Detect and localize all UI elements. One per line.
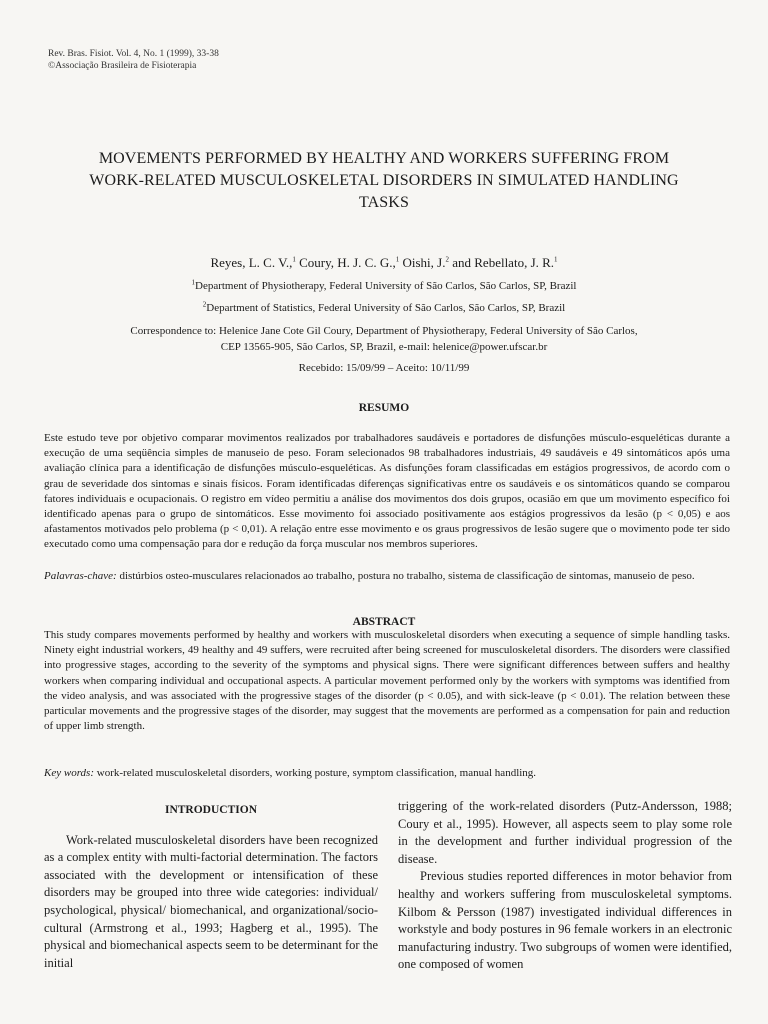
intro-left-column — [44, 798, 378, 972]
author-4-affil: 1 — [554, 255, 558, 264]
intro-paragraph-1: Work-related musculoskeletal disorders have been recognized as a complex entity with multi-factorial determination. The factors associated with the development or intensification of these disorders may be grouped into three wide categories: individual/ psychological, physical/ biomechanical, and organizational/socio-cultural (Armstrong et al., 1993; Hagberg et al., 1995). The physical and biomechanical aspects seem to be determinant for the initial — [44, 832, 378, 970]
abstract-heading: ABSTRACT — [352, 616, 416, 628]
affiliation-1-marker: 1 — [191, 278, 195, 287]
resumo-keywords-label: Palavras-chave: — [44, 570, 117, 582]
resumo-heading: RESUMO — [358, 402, 410, 414]
author-conjunction: and — [452, 255, 471, 270]
intro-paragraph-2: Previous studies reported differences in motor behavior from healthy and workers suffering from musculoskeletal symptoms. Kilbom & Persson (1987) investigated individual differences in workstyle and body postures in 96 female workers in an electronic manufacturing industry. Two subgroups of women were identified, one composed of women — [398, 869, 732, 972]
paper-title: MOVEMENTS PERFORMED BY HEALTHY AND WORKERS SUFFERING FROM WORK-RELATED MUSCULOSKELETAL DISORDERS IN SIMULATED HANDLING TASKS — [89, 150, 679, 211]
author-3-affil: 2 — [445, 255, 449, 264]
received-dates: Recebido: 15/09/99 – Aceito: 10/11/99 — [298, 362, 470, 374]
affiliation-2 — [0, 302, 768, 314]
author-1-affil: 1 — [292, 255, 296, 264]
correspondence: Correspondence to: Helenice Jane Cote Gil Coury, Department of Physiotherapy, Federal University of São Carlos, CEP 13565-905, São Carlos, SP, Brazil, e-mail: helenice@power.ufscar.br — [130, 325, 638, 353]
resumo-keywords — [44, 569, 730, 584]
introduction-heading: INTRODUCTION — [164, 804, 257, 816]
author-2-affil: 1 — [395, 255, 400, 264]
abstract-text: This study compares movements performed by healthy and workers with musculoskeletal disorders when executing a sequence of simple handling tasks. Ninety eight industrial workers, 49 healthy and 49 suffers, were recruited after being screened for musculoskeletal disorders. The disorders were classified into progressive stages, according to the severity of the symptoms and physical signs. There were significant differences between suffers and healthy workers when comparing individual and occupational aspects. A particular movement performed only by the workers with symptoms was identified from the video analysis, and was associated with the progressive stages of the disorder (p < 0.05), and with sick-leave (p < 0.01). The relation between these particular movements and the progressive stages of the disorder, may suggest that the movements are performed as a compensation for pain and reduction of upper limb strength. — [44, 629, 730, 733]
intro-right-column — [398, 798, 732, 974]
journal-header — [48, 48, 219, 72]
resumo-keywords-text: distúrbios osteo-musculares relacionados ao trabalho, postura no trabalho, sistema de classificação de sintomas, manuseio de peso. — [119, 570, 695, 582]
affiliation-2-text: Department of Statistics, Federal University of São Carlos, São Carlos, SP, Brazil — [206, 302, 566, 314]
journal-citation: Rev. Bras. Fisiot. Vol. 4, No. 1 (1999), 33-38 — [48, 49, 219, 59]
abstract-keywords-label: Key words: — [44, 767, 95, 779]
intro-paragraph-1-continued: triggering of the work-related disorders (Putz-Andersson, 1988; Coury et al., 1995). However, all aspects seem to play some role in the development and further individual progression of the disease. — [398, 799, 732, 866]
author-3: Oishi, J. — [402, 255, 446, 270]
abstract-keywords-text: work-related musculoskeletal disorders, working posture, symptom classification, manual handling. — [96, 767, 537, 779]
copyright-line: ©Associação Brasileira de Fisioterapia — [48, 61, 197, 71]
author-list — [0, 255, 768, 271]
author-1: Reyes, L. C. V., — [210, 255, 293, 270]
affiliation-1 — [0, 280, 768, 292]
affiliation-2-marker: 2 — [202, 300, 207, 309]
abstract-keywords — [44, 766, 730, 781]
resumo-text: Este estudo teve por objetivo comparar movimentos realizados por trabalhadores saudáveis e portadores de disfunções músculo-esqueléticas durante a execução de uma seqüência simples de manuseio de peso. Foram selecionados 98 trabalhadores industriais, 49 saudáveis e 49 sintomáticos após uma avaliação clínica para a identificação de disfunções músculo-esqueléticas. As disfunções foram classificadas em estágios progressivos, de acordo com o grau de severidade dos sintomas e sinais físicos. Foram identificadas diferenças significativas entre os saudáveis e os sintomáticos quando se comparou fatores individuais e ocupacionais. O registro em vídeo permitiu a análise dos movimentos dos dois grupos, ocasião em que um movimento específico foi identificado apenas para o grupo de sintomáticos. Esse movimento foi associado positivamente aos estágios progressivos da lesão (p < 0,05) e aos afastamentos motivados pelo problema (p < 0,01). A relação entre esse movimento e os graus progressivos de lesão sugere que o movimento pode ter sido executado como uma compensação para dor e redução da força muscular nos membros superiores. — [44, 432, 730, 551]
affiliation-1-text: Department of Physiotherapy, Federal University of São Carlos, São Carlos, SP, Brazil — [195, 280, 577, 292]
author-4: Rebellato, J. R. — [474, 255, 555, 270]
author-2: Coury, H. J. C. G., — [299, 255, 396, 270]
